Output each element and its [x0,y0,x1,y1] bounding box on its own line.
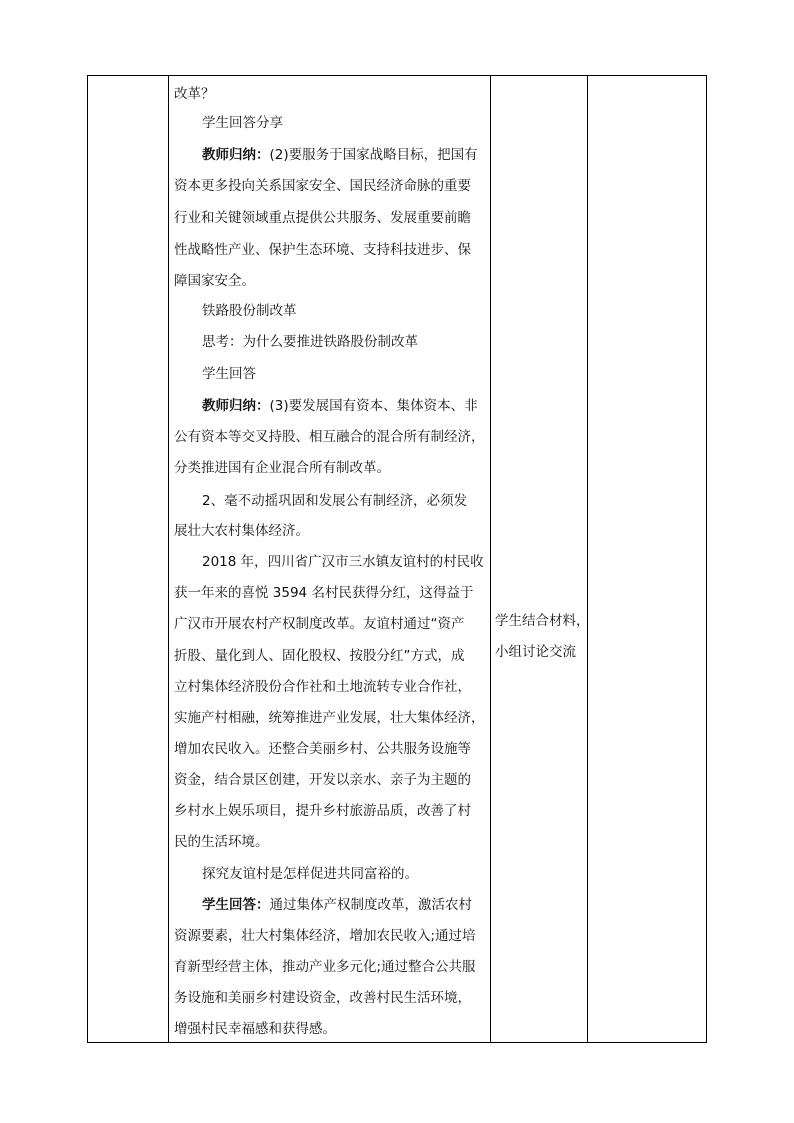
paragraph-line: 增强村民幸福感和获得感。 [174,1021,336,1037]
paragraph-line: 务设施和美丽乡村建设资金，改善村民生活环境， [174,990,471,1006]
paragraph-line: 育新型经营主体，推动产业多元化;通过整合公共服 [174,959,476,975]
paragraph-line: 资源要素，壮大村集体经济，增加农民收入;通过培 [174,928,476,944]
student-activity-cell [491,76,590,1042]
paragraph-line: 思考：为什么要推进铁路股份制改革 [202,334,418,350]
paragraph-line: 分类推进国有企业混合所有制改革。 [174,460,390,476]
paragraph-line: 2、毫不动摇巩固和发展公有制经济，必须发 [202,493,468,509]
paragraph-line: 资本更多投向关系国家安全、国民经济命脉的重要 [174,178,471,194]
teacher-summary-line: 教师归纳：(2)要服务于国家战略目标，把国有 [202,147,478,163]
teacher-summary-label: 教师归纳： [202,147,270,163]
paragraph-line: 铁路股份制改革 [202,303,297,319]
paragraph-line: 立村集体经济股份合作社和土地流转专业合作社， [174,679,471,695]
paragraph-line: 民的生活环境。 [174,834,269,850]
paragraph-line: 学生回答 [202,366,256,382]
paragraph-line: 获一年来的喜悦 3594 名村民获得分红，这得益于 [174,585,474,601]
column-divider [587,76,588,1042]
paragraph-line: 乡村水上娱乐项目，提升乡村旅游品质，改善了村 [174,803,471,819]
lesson-table [87,75,707,1043]
paragraph-line: 2018 年，四川省广汉市三水镇友谊村的村民收 [202,554,484,570]
paragraph-line: 广汉市开展农村产权制度改革。友谊村通过“资产 [174,616,465,632]
paragraph-line: 性战略性产业、保护生态环境、支持科技进步、保 [174,242,471,258]
paragraph-line: 公有资本等交叉持股、相互融合的混合所有制经济， [174,429,485,445]
student-answer-label: 学生回答： [202,897,270,913]
paragraph-line: 学生回答分享 [202,115,283,131]
paragraph-line: 资金，结合景区创建，开发以亲水、亲子为主题的 [174,772,471,788]
student-activity-line: 学生结合材料， [495,613,590,629]
paragraph-line: 折股、量化到人、固化股权、按股分红”方式，成 [174,648,465,664]
teacher-summary-label: 教师归纳： [202,398,270,414]
paragraph-line: 探究友谊村是怎样促进共同富裕的。 [202,866,418,882]
student-answer-line: 学生回答：通过集体产权制度改革，激活农村 [202,897,472,913]
teacher-summary-line: 教师归纳：(3)要发展国有资本、集体资本、非 [202,398,478,414]
student-activity-line: 小组讨论交流 [495,644,576,660]
paragraph-line: 行业和关键领域重点提供公共服务、发展重要前瞻 [174,210,471,226]
paragraph-line: 实施产村相融，统筹推进产业发展，壮大集体经济， [174,710,485,726]
paragraph-line: 展壮大农村集体经济。 [174,523,309,539]
paragraph-line: 改革？ [174,86,215,102]
paragraph-line: 障国家安全。 [174,273,255,289]
paragraph-line: 增加农民收入。还整合美丽乡村、公共服务设施等 [174,741,471,757]
